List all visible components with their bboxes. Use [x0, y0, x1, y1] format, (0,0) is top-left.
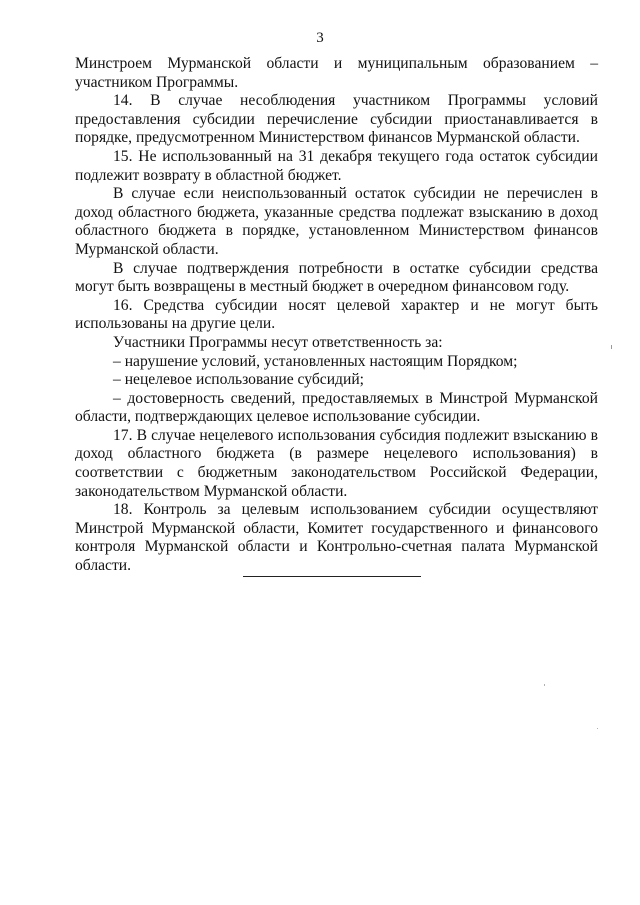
list-item-violation: – нарушение условий, установленных настоящим Порядком; — [113, 352, 518, 370]
paragraph-18: 18. Контроль за целевым использованием субсидии осуществляют Минстрой Мурманской области, Комитет государственного и финансового контроля Мурманской области и Контрольно-счетная палата Мурманской области. — [75, 501, 598, 575]
paragraph-15: 15. Не использованный на 31 декабря текущего года остаток субсидии подлежит возврату в областной бюджет. — [75, 147, 598, 184]
document-body — [75, 55, 598, 576]
paragraph-14: 14. В случае несоблюдения участником Программы условий предоставления субсидии перечисление субсидии приостанавливается в порядке, предусмотренном Министерством финансов Мурманской области. — [75, 92, 598, 147]
list-item-reliability: – достоверность сведений, предоставляемых в Минстрой Мурманской области, подтверждающих целевое использование субсидии. — [75, 389, 598, 426]
paragraph-16: 16. Средства субсидии носят целевой характер и не могут быть использованы на другие цели. — [75, 296, 598, 333]
paragraph-15-unspent: В случае если неиспользованный остаток субсидии не перечислен в доход областного бюджета, указанные средства подлежат взысканию в доход областного бюджета в порядке, установленном Министерством финансов Мурманской области. — [75, 185, 598, 258]
paragraph-16-responsibility: Участники Программы несут ответственность за: — [113, 333, 443, 351]
page-number: 3 — [316, 30, 324, 46]
paragraph-15-return: В случае подтверждения потребности в остатке субсидии средства могут быть возвращены в местный бюджет в очередном финансовом году. — [75, 259, 598, 296]
closing-rule — [243, 576, 421, 577]
paragraph-continuation: Минстроем Мурманской области и муниципальным образованием – участником Программы. — [75, 55, 598, 91]
paragraph-17: 17. В случае нецелевого использования субсидия подлежит взысканию в доход областного бюджета (в размере нецелевого использования) в соответствии с бюджетным законодательством Российской Федерации, законодательством Мурманской области. — [75, 426, 598, 500]
list-item-misuse: – нецелевое использование субсидий; — [113, 371, 365, 389]
